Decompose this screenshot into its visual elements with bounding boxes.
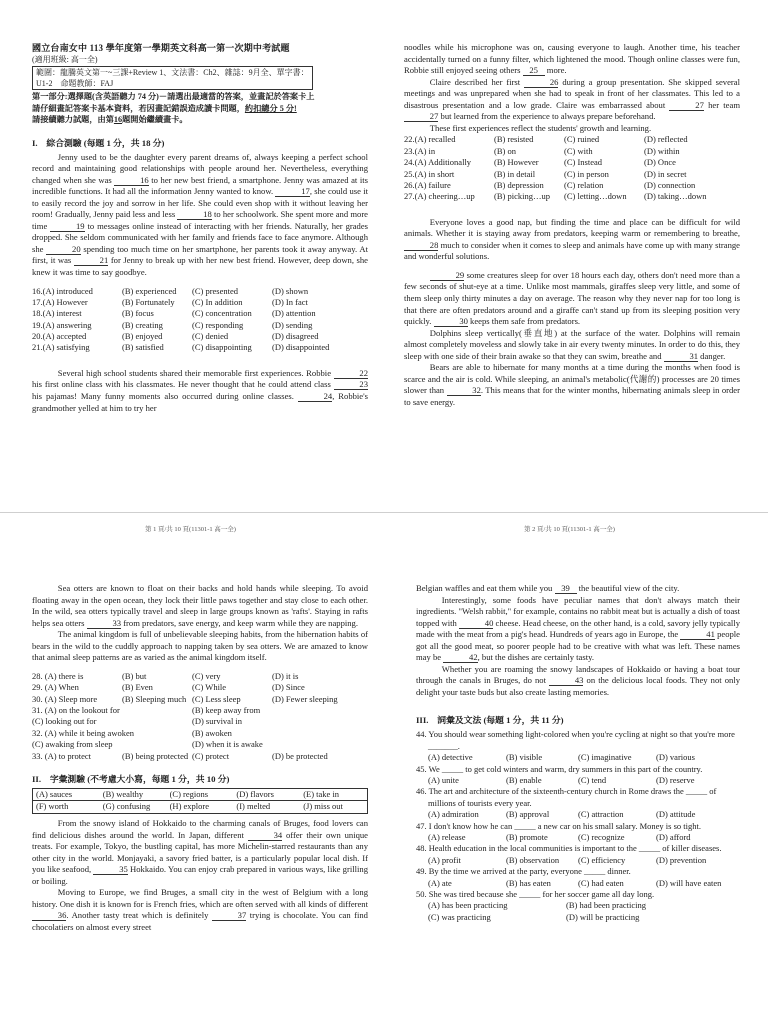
- question-options: [416, 832, 740, 843]
- answer-option: (D) afford: [656, 832, 691, 843]
- answer-option: 17.(A) However: [32, 296, 88, 307]
- answer-option: (D) when it is awake: [192, 739, 263, 750]
- answer-option: (C) was practicing: [428, 911, 491, 922]
- passage-text: From the snowy island of Hokkaido to the charming canals of Bruges, food lovers can find delicious dishes around the world. In Japan, different: [32, 817, 368, 840]
- question-row: [404, 134, 740, 145]
- answer-option: (D) survival in: [192, 716, 243, 727]
- exam-scope: [32, 66, 313, 90]
- question-row: [404, 191, 740, 202]
- question-stem: 44. You should wear something light-colored when you're cycling at night so that you're more _______.: [416, 729, 735, 751]
- blank-number: 27: [404, 112, 438, 122]
- passage-text: Claire described her first: [429, 76, 525, 87]
- answer-option: (D) within: [644, 145, 680, 156]
- word-bank-item: (H) explore: [169, 801, 210, 812]
- blank-number: 42: [443, 653, 477, 663]
- word-bank-item: (J) miss out: [303, 801, 343, 812]
- passage-text: to her new best friend, a smartphone. Jenny was amazed at its incredible functions. It had all the information Jenny wanted to know.: [32, 174, 368, 197]
- question-row: [32, 671, 368, 682]
- passage-text: , Robbie's grandmother yelled at him to try her: [32, 390, 369, 413]
- answer-option: (C) had eaten: [578, 877, 624, 888]
- answer-option: (B) picking…up: [494, 191, 550, 202]
- question-row: [32, 342, 368, 353]
- passage-text: keeps them safe from predators.: [467, 316, 581, 327]
- blank-number: 19: [50, 222, 84, 232]
- passage-text: Sea otters are known to float on their backs and hold hands while sleeping. To avoid floating away in the open ocean, they lock their little paws together and stay close to each other. In the wild, sea otters typically travel and sleep in large groups known as 'rafts'. Staying in rafts helps sea otters: [32, 583, 368, 628]
- question-options: [416, 775, 740, 786]
- word-bank-item: (F) worth: [36, 801, 69, 812]
- passage: [404, 362, 740, 408]
- blank-number: 40: [459, 619, 493, 629]
- blank-number: 32: [447, 386, 481, 396]
- answer-option: (C) looking out for: [32, 716, 97, 727]
- question-options: [416, 855, 740, 866]
- passage-text: Moving to Europe, we find Bruges, a small city in the west of Belgium with a long history. One dish it is known for is French fries, which are often served with all kinds of different: [32, 887, 368, 909]
- answer-option: (B) enable: [506, 775, 542, 786]
- answer-option: (D) various: [656, 752, 695, 763]
- answer-option: (B) in detail: [494, 168, 536, 179]
- answer-option: (C) efficiency: [578, 854, 626, 865]
- instruction-2-text: 請仔細畫記答案卡基本資料，若因畫記錯誤造成讀卡問題，: [32, 103, 245, 113]
- blank-number: 20: [46, 245, 80, 255]
- passage: [416, 664, 740, 699]
- question-row: [32, 705, 368, 716]
- answer-option: (A) release: [428, 832, 466, 843]
- instruction-3-num: 16: [113, 115, 123, 124]
- answer-option: (B) promote: [506, 832, 548, 843]
- blank-number: 41: [680, 630, 714, 640]
- question-row: [32, 682, 368, 693]
- answer-option: (D) reflected: [644, 134, 688, 145]
- answer-option: (D) taking…down: [644, 191, 707, 202]
- blank-number: 43: [549, 676, 583, 686]
- answer-option: (B) on: [494, 145, 516, 156]
- word-bank-item: (B) wealthy: [102, 788, 144, 799]
- answer-option: (B) being protected: [122, 750, 189, 761]
- blank-number: 37: [212, 911, 246, 921]
- answer-option: (B) However: [494, 157, 539, 168]
- passage-text: spending too much time on her smartphone, her parents took it away anyway. At first, it was: [32, 243, 368, 266]
- blank-number: 33: [87, 619, 121, 629]
- passage-text: some creatures sleep for over 18 hours each day, others don't need more than a few seconds of shut-eye at a time. Unlike most mammals, giraffes sleep very little, and some of them sleep only thirty minutes a day on average. The reason why they never nap for too long is that there are often predators around and a giraffe can't stand up from its sleeping position very quickly.: [404, 269, 740, 327]
- passage-text: her team: [703, 99, 740, 110]
- question-list: [32, 286, 368, 354]
- blank-number: 39: [555, 584, 577, 594]
- question-row: [404, 180, 740, 191]
- answer-option: 32. (A) while it being awoken: [32, 727, 134, 738]
- answer-option: (B) visible: [506, 752, 543, 763]
- passage: [416, 583, 740, 595]
- passage-text: from predators, save energy, and keep warm while they are napping.: [121, 617, 359, 628]
- blank-number: 23: [334, 380, 368, 390]
- answer-option: (B) enjoyed: [122, 331, 163, 342]
- page-footer: 第 1 頁/共 10 頁(11301-1 高一全): [145, 526, 236, 533]
- answer-option: (C) denied: [192, 331, 229, 342]
- answer-option: (C) concentration: [192, 308, 252, 319]
- passage-text: to her schoolwork. She spent more and more time: [32, 209, 368, 231]
- answer-option: (C) ruined: [564, 134, 600, 145]
- passage-text: . Another tasty treat which is definitely: [66, 910, 212, 921]
- answer-option: (D) attitude: [656, 809, 696, 820]
- answer-option: (C) imaginative: [578, 752, 632, 763]
- passage-text: much to consider when it comes to sleep and animals have come up with many strange and wonderful solutions.: [404, 239, 740, 262]
- passage: [404, 42, 740, 77]
- answer-option: 18.(A) interest: [32, 308, 82, 319]
- answer-option: (B) Fortunately: [122, 296, 175, 307]
- answer-option: (C) Instead: [564, 157, 603, 168]
- blank-number: 35: [93, 865, 127, 875]
- section-heading: I. 綜合測驗 (每題 1 分，共 18 分): [32, 137, 165, 148]
- passage: [416, 595, 740, 664]
- answer-option: 19.(A) answering: [32, 319, 92, 330]
- answer-option: 23.(A) in: [404, 145, 436, 156]
- answer-option: (D) connection: [644, 179, 696, 190]
- answer-option: (C) very: [192, 670, 221, 681]
- passage: These first experiences reflect the students' growth and learning.: [429, 122, 652, 133]
- answer-option: (C) with: [564, 145, 593, 156]
- passage-text: Belgian waffles and eat them while you: [416, 583, 555, 593]
- answer-option: (D) disappointed: [272, 342, 330, 353]
- passage: [32, 368, 368, 414]
- passage-text: danger.: [698, 350, 726, 361]
- answer-option: 26.(A) failure: [404, 179, 451, 190]
- blank-number: 27: [669, 101, 703, 111]
- question-stem: 48. Health education in the local communities is important to the _____ of killer diseases.: [416, 843, 722, 854]
- answer-option: (C) disappointing: [192, 342, 252, 353]
- instruction-3: [32, 114, 368, 126]
- answer-option: (C) presented: [192, 285, 239, 296]
- answer-option: (A) profit: [428, 854, 461, 865]
- answer-option: 28. (A) there is: [32, 670, 84, 681]
- blank-number: 22: [334, 369, 368, 379]
- answer-option: (B) Even: [122, 682, 153, 693]
- answer-option: (C) While: [192, 682, 227, 693]
- blank-number: 24: [298, 392, 332, 402]
- scope-line-2: U1-2: [36, 79, 53, 88]
- passage-text: but learned from the experience to always prepare beforehand.: [438, 111, 656, 122]
- answer-option: (C) In addition: [192, 296, 243, 307]
- passage-text: Whether you are roaming the snowy landscapes of Hokkaido or having a boat tour through the canals in Bruges, do not: [416, 663, 740, 686]
- instruction-2-penalty: 約扣總分 5 分!: [244, 103, 297, 113]
- answer-option: 33. (A) to protect: [32, 750, 92, 761]
- question-options: [416, 900, 740, 911]
- answer-option: (D) will be practicing: [566, 911, 640, 922]
- answer-option: (B) experienced: [122, 285, 177, 296]
- blank-number: 34: [248, 831, 282, 841]
- teacher-name: 命題教師：FAJ: [60, 79, 114, 88]
- answer-option: (C) attraction: [578, 809, 624, 820]
- answer-option: 25.(A) in short: [404, 168, 455, 179]
- passage-text: on the delicious local foods. They not only delight your taste buds but also create lasting memories.: [416, 675, 740, 697]
- passage: The animal kingdom is full of unbelievable sleeping habits, from the hibernation habits of bears in the wild to the cuddly approach to napping taken by sea otters. We are amazed to know that animal sleep patterns are as varied as the animal kingdom itself.: [32, 629, 368, 663]
- page-2: [384, 0, 768, 533]
- answer-option: (D) prevention: [656, 854, 707, 865]
- answer-option: (B) resisted: [494, 134, 534, 145]
- blank-number: 17: [275, 187, 309, 197]
- question-stem: 49. By the time we arrived at the party, everyone _____ dinner.: [416, 866, 631, 877]
- word-bank-item: (C) regions: [169, 788, 209, 799]
- instruction-2: [32, 103, 368, 115]
- scope-line-1: 範圍：龍騰英文第一~三課+Review 1、文法書：Ch2、雜誌：9月全、單字書：: [36, 68, 309, 77]
- answer-option: (D) attention: [272, 308, 316, 319]
- question-options: [416, 809, 740, 820]
- word-bank: [32, 788, 368, 814]
- question-stem: 50. She was tired because she _____ for her soccer game all day long.: [416, 889, 655, 900]
- answer-option: 22.(A) recalled: [404, 134, 456, 145]
- passage-text: Dolphins sleep vertically(垂直地) at the surface of the water. Dolphins will remain almost completely moveless and slowly take in air every twenty minutes. In order to do this, they sleep with one side of their brain awake so that they can swim, breathe and: [404, 327, 740, 361]
- answer-option: (C) tend: [578, 775, 607, 786]
- passage: [404, 328, 740, 363]
- passage-text: during a group presentation. She skipped several meetings and was unprepared when she had to speak in front of her classmates. This led to a disastrous presentation and a low grade. Claire was embarrassed about: [404, 76, 740, 110]
- answer-option: (B) had been practicing: [566, 900, 647, 911]
- answer-option: (A) ate: [428, 877, 452, 888]
- section-heading: II. 字彙測驗 (不考慮大小寫，每題 1 分，共 10 分): [32, 773, 230, 784]
- word-bank-item: (A) sauces: [36, 788, 73, 799]
- page-3: [0, 512, 384, 1024]
- answer-option: (B) but: [122, 670, 147, 681]
- answer-option: 20.(A) accepted: [32, 331, 87, 342]
- blank-number: 29: [430, 271, 464, 281]
- page-4: [384, 512, 768, 1024]
- question-options: [416, 878, 740, 889]
- passage-text: , but the dishes are certainly tasty.: [477, 652, 594, 663]
- blank-number: 30: [434, 317, 468, 327]
- answer-option: 21.(A) satisfying: [32, 342, 90, 353]
- passage-text: Bears are able to hibernate for many months at a time during the months when food is scarce and the air is cold. While sleeping, an animal's metabolic(代謝的) processes are 20 times slower than: [404, 362, 740, 396]
- word-bank-row: [33, 800, 367, 813]
- answer-option: (A) detective: [428, 752, 473, 763]
- word-bank-item: (I) melted: [236, 801, 271, 812]
- question-stem: 47. I don't know how he can _____ a new car on his small salary. Money is so tight.: [416, 820, 701, 831]
- passage: [32, 583, 368, 629]
- answer-option: 24.(A) Additionally: [404, 157, 472, 168]
- question-row: [32, 751, 368, 762]
- question-row: [32, 739, 368, 750]
- answer-option: (B) focus: [122, 308, 154, 319]
- passage-text: , she could use it to easily record the joy and sorrow in her life. She could even shop with it without leaving her room! Gradually, Jenny paid less and less: [32, 186, 368, 220]
- answer-option: (C) awaking from sleep: [32, 739, 113, 750]
- passage: [404, 77, 740, 123]
- blank-number: 28: [404, 241, 438, 251]
- question-row: [32, 320, 368, 331]
- question-row: [404, 169, 740, 180]
- question-row: [32, 694, 368, 705]
- answer-option: (D) sending: [272, 319, 313, 330]
- instruction-3-b: 題開始繼續畫卡。: [122, 115, 188, 124]
- answer-option: (B) has eaten: [506, 877, 551, 888]
- answer-option: (B) Sleeping much: [122, 693, 187, 704]
- blank-number: 21: [74, 256, 108, 266]
- passage-text: offer their own unique treats. For example, Tokyo, the bustling capital, has more Michelin-starred restaurants than any other city in the world. Monjayaki, a savory fried batter, is a particularly popular local dish. If you like seafood,: [32, 829, 368, 875]
- answer-option: (C) relation: [564, 179, 604, 190]
- passage: [32, 887, 368, 933]
- answer-option: (C) responding: [192, 319, 244, 330]
- question-row: [32, 331, 368, 342]
- word-bank-item: (E) take in: [303, 788, 340, 799]
- answer-option: (B) approval: [506, 809, 550, 820]
- answer-option: (A) admiration: [428, 809, 479, 820]
- word-bank-row: [33, 789, 367, 801]
- word-bank-item: (G) confusing: [102, 801, 151, 812]
- page-1: [0, 0, 384, 533]
- answer-option: (C) in person: [564, 168, 609, 179]
- question-list: [404, 134, 740, 202]
- answer-option: (D) reserve: [656, 775, 695, 786]
- word-bank-item: (D) flavors: [236, 788, 274, 799]
- passage-text: cheese. Head cheese, on the other hand, is a cold, savory jelly typically made with the meat from a pig's head. Hundreds of years ago in Europe, the: [416, 617, 740, 640]
- blank-number: 36: [32, 911, 66, 921]
- blank-number: 16: [114, 176, 148, 186]
- answer-option: (B) satisfied: [122, 342, 164, 353]
- question-row: [32, 716, 368, 727]
- question-stem: 46. The art and architecture of the sixteenth-century church in Rome draws the _____ of millions of tourists every year.: [416, 786, 717, 808]
- answer-option: 30. (A) Sleep more: [32, 693, 98, 704]
- question-row: [32, 297, 368, 308]
- exam-subtitle: (適用班級: 高一全): [32, 55, 98, 64]
- question-stem: 45. We _____ to get cold winters and warm, dry summers in this part of the country.: [416, 763, 703, 774]
- passage-text: Hokkaido. You can enjoy crab prepared in various ways, like grilling or boiling.: [32, 864, 368, 886]
- answer-option: (D) Once: [644, 157, 676, 168]
- answer-option: (B) awoken: [192, 727, 232, 738]
- blank-number: 26: [524, 78, 558, 88]
- question-row: [32, 308, 368, 319]
- answer-option: (A) has been practicing: [428, 900, 508, 911]
- passage: [404, 270, 740, 328]
- question-row: [32, 728, 368, 739]
- answer-option: 16.(A) introduced: [32, 285, 93, 296]
- question-row: [404, 157, 740, 168]
- answer-option: (B) observation: [506, 854, 560, 865]
- answer-option: (D) disagreed: [272, 331, 319, 342]
- answer-option: (B) keep away from: [192, 705, 261, 715]
- answer-option: (D) be protected: [272, 750, 328, 761]
- passage-text: more.: [544, 65, 567, 76]
- answer-option: (B) creating: [122, 319, 163, 330]
- answer-option: 27.(A) cheering…up: [404, 191, 475, 202]
- passage-text: people got all the good meat, so poorer people had to be creative with what was left. These names may be: [416, 629, 740, 663]
- answer-option: (C) protect: [192, 750, 230, 761]
- section-heading: III. 詞彙及文法 (每題 1 分，共 11 分): [416, 715, 564, 726]
- passage: [32, 818, 368, 887]
- answer-option: (C) recognize: [578, 832, 625, 843]
- answer-option: (C) Less sleep: [192, 693, 241, 704]
- question-list: [32, 671, 368, 762]
- answer-option: (B) depression: [494, 179, 544, 190]
- question-options: [416, 912, 740, 923]
- passage-text: . This means that for the winter months, hibernating animals sleep in order to save energy.: [404, 385, 740, 407]
- answer-option: (D) shown: [272, 285, 309, 296]
- answer-option: 31. (A) on the lookout for: [32, 705, 120, 715]
- answer-option: 29. (A) When: [32, 682, 79, 693]
- passage-text: for Jenny to break up with her new best friend. However, deep down, she knew it was time to say goodbye.: [32, 255, 368, 277]
- passage-text: his pajamas! Many funny moments also occurred during online classes.: [32, 390, 298, 401]
- answer-option: (D) Since: [272, 682, 305, 693]
- answer-option: (D) it is: [272, 670, 299, 681]
- exam-title: 國立台南女中 113 學年度第一學期英文科高一第一次期中考試題: [32, 43, 290, 53]
- passage-text: Interestingly, some foods have peculiar names that don't always match their ingredients. "Welsh rabbit," for example, contains no rabbit meat but is actually a dish of toast topped with: [416, 594, 740, 628]
- question-row: [32, 286, 368, 297]
- answer-option: (A) unite: [428, 775, 459, 786]
- passage-text: to messages online instead of interacting with her friends. Naturally, her grades dropped. She seldom communicated with her family and friends face to face anymore. Although she: [32, 220, 368, 254]
- page-footer: 第 2 頁/共 10 頁(11301-1 高一全): [524, 526, 615, 533]
- passage-text: noodles while his microphone was on, causing everyone to laugh. Another time, his teacher accidentally turned on a funny filter, which lightened the mood. Though online classes were fun, Robbie still enjoyed seeing others: [404, 42, 740, 76]
- passage: [404, 217, 740, 263]
- passage: [32, 152, 368, 279]
- question-row: [404, 146, 740, 157]
- mc-questions: [416, 729, 740, 923]
- passage-text: the beautiful view of the city.: [576, 583, 680, 593]
- passage-text: Jenny used to be the daughter every parent dreams of, always keeping a perfect school record and maintaining good relationships with people around her. Nevertheless, everything changed when she was: [32, 151, 368, 185]
- answer-option: (D) will have eaten: [656, 877, 722, 888]
- answer-option: (C) letting…down: [564, 191, 627, 202]
- question-options: [416, 752, 740, 763]
- instruction-3-a: 請接續聽力試題，由第: [32, 115, 114, 124]
- passage-text: trying is chocolate. You can find chocolatiers on almost every street: [32, 910, 368, 932]
- answer-option: (D) Fewer sleeping: [272, 693, 338, 704]
- answer-option: (D) In fact: [272, 296, 308, 307]
- blank-number: 25: [523, 66, 545, 76]
- passage-text: his first online class with his classmates. He never thought that he could attend class: [32, 379, 334, 390]
- passage-text: Several high school students shared their memorable first experiences. Robbie: [57, 367, 334, 378]
- passage-text: Everyone loves a good nap, but finding the time and place can be difficult for wild animals. Whether it is staying away from predators, keeping warm or remembering to breathe,: [404, 216, 740, 239]
- answer-option: (D) in secret: [644, 168, 687, 179]
- blank-number: 31: [664, 352, 698, 362]
- instruction-1: 第一部分:選擇題(含英語聽力 74 分)－請選出最適當的答案，並畫記於答案卡上: [32, 92, 315, 101]
- blank-number: 18: [177, 210, 211, 220]
